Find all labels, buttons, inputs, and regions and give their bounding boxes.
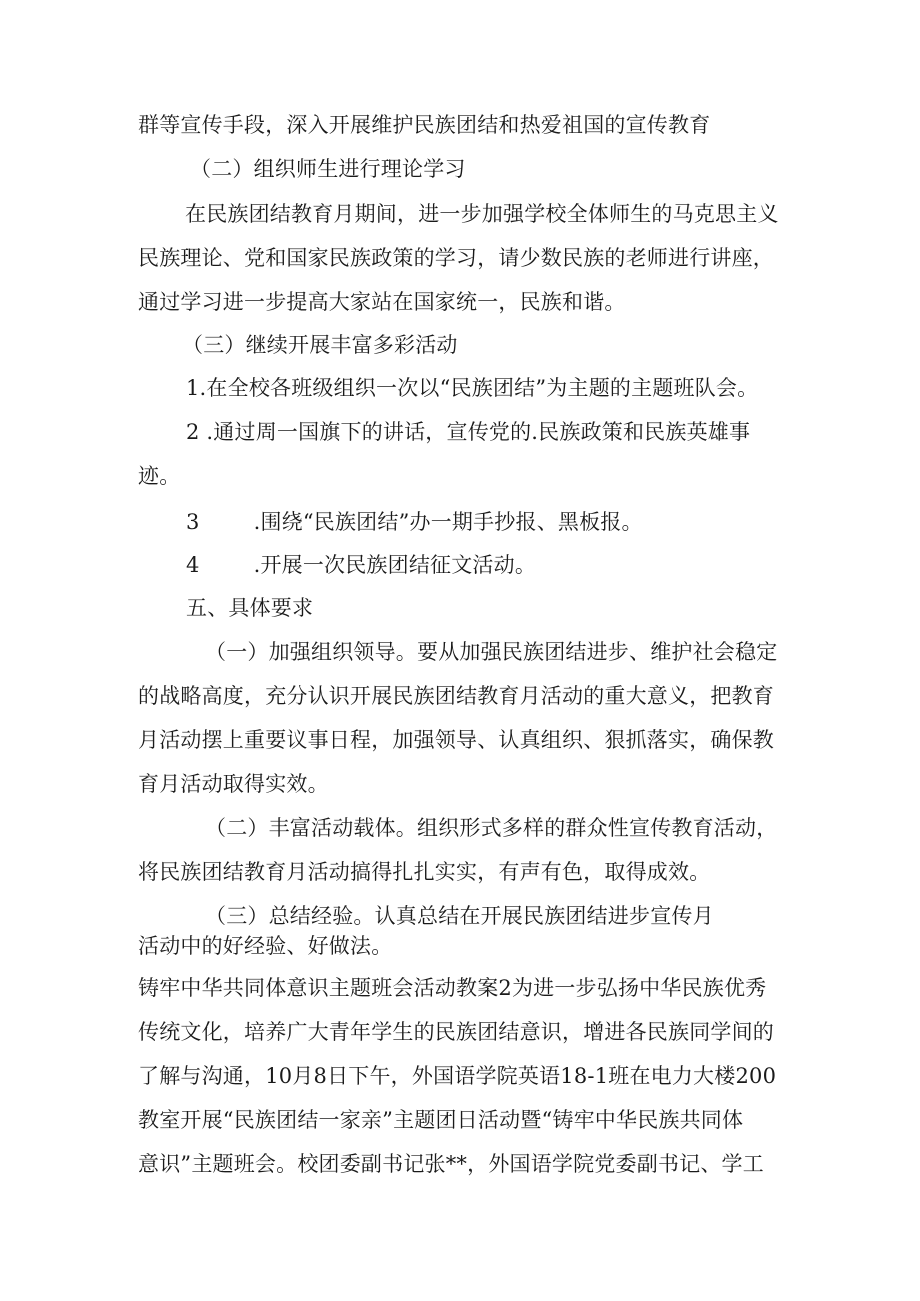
section-heading: （二）组织师生进行理论学习 [190, 157, 466, 181]
paragraph-line: 育月活动取得实效。 [138, 772, 329, 796]
paragraph-line: 活动中的好经验、好做法。 [138, 934, 393, 958]
paragraph-line: （二）丰富活动载体。组织形式多样的群众性宣传教育活动， [205, 816, 778, 840]
paragraph-line: 意识”主题班会。校团委副书记张**，外国语学院党委副书记、学工 [138, 1152, 764, 1176]
list-text: .围绕“民族团结”办一期手抄报、黑板报。 [253, 510, 643, 534]
list-number: 4 [186, 553, 200, 577]
paragraph-line: （一）加强组织领导。要从加强民族团结进步、维护社会稳定 [205, 640, 778, 664]
paragraph-line: 群等宣传手段，深入开展维护民族团结和热爱祖国的宣传教育 [138, 113, 711, 137]
paragraph-line: 了解与沟通，10月8日下午，外国语学院英语18-1班在电力大楼200 [138, 1064, 777, 1088]
paragraph-line: 将民族团结教育月活动搞得扎扎实实，有声有色，取得成效。 [138, 860, 711, 884]
section-heading: （三）继续开展丰富多彩活动 [182, 333, 458, 357]
paragraph-line: （三）总结经验。认真总结在开展民族团结进步宣传月 [205, 904, 714, 928]
paragraph-line: 月活动摆上重要议事日程，加强领导、认真组织、狠抓落实，确保教 [138, 728, 774, 752]
list-item: 1.在全校各班级组织一次以“民族团结”为主题的主题班队会。 [186, 376, 759, 400]
section-heading: 五、具体要求 [186, 596, 314, 620]
list-item [186, 508, 643, 536]
paragraph-line: 通过学习进一步提高大家站在国家统一，民族和谐。 [138, 290, 626, 314]
paragraph-line: 铸牢中华共同体意识主题班会活动教案2为进一步弘扬中华民族优秀 [138, 976, 767, 1000]
paragraph-line: 迹。 [138, 464, 181, 488]
paragraph-line: 民族理论、党和国家民族政策的学习，请少数民族的老师进行讲座， [138, 246, 774, 270]
paragraph-line: 的战略高度，充分认识开展民族团结教育月活动的重大意义，把教育 [138, 684, 774, 708]
list-number: 3 [186, 510, 200, 534]
list-item: 2 .通过周一国旗下的讲话，宣传党的.民族政策和民族英雄事 [186, 420, 751, 444]
paragraph-line: 传统文化，培养广大青年学生的民族团结意识，增进各民族同学间的 [138, 1020, 774, 1044]
paragraph-line: 在民族团结教育月期间，进一步加强学校全体师生的马克思主义 [185, 202, 779, 226]
list-item [186, 551, 536, 579]
list-text: .开展一次民族团结征文活动。 [253, 553, 537, 577]
paragraph-line: 教室开展“民族团结一家亲”主题团日活动暨“铸牢中华民族共同体 [138, 1108, 744, 1132]
